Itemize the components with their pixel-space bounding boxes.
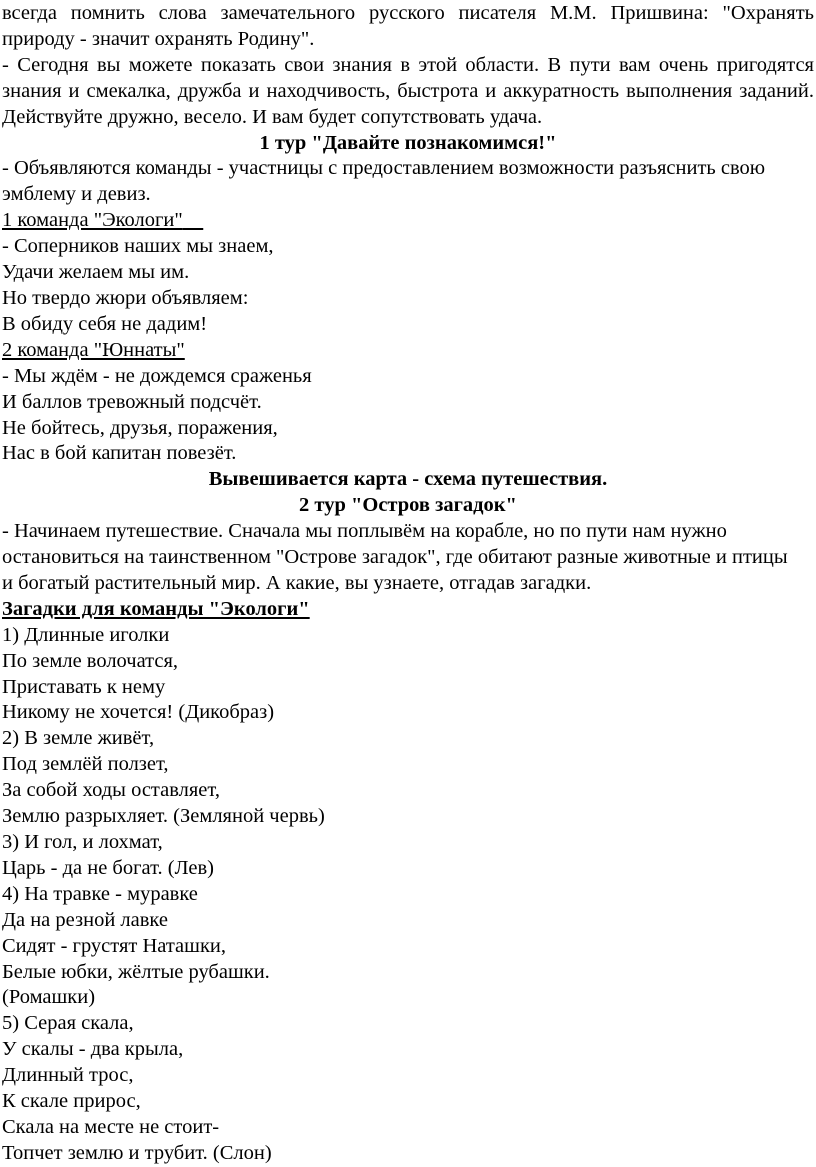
riddle-line: Под землёй ползет,	[2, 753, 169, 776]
team2-motto-line: Нас в бой капитан повезёт.	[2, 442, 237, 465]
team1-heading: 1 команда "Экологи"	[2, 209, 183, 232]
riddle-line: У скалы - два крыла,	[2, 1038, 184, 1061]
riddle-line: Скала на месте не стоит-	[2, 1115, 220, 1138]
tour1-description: - Объявляются команды - участницы с предоставлением возможности разъяснить свою эмблему и девиз.	[2, 157, 766, 206]
riddle-line: Приставать к нему	[2, 675, 166, 698]
riddle-line: По земле волочатся,	[2, 649, 179, 672]
riddle-line: Никому не хочется! (Дикобраз)	[2, 701, 275, 724]
team2-motto-line: - Мы ждём - не дождемся сраженья	[2, 364, 312, 387]
team1-motto-line: В обиду себя не дадим!	[2, 312, 208, 335]
tour2-description: - Начинаем путешествие. Сначала мы поплывём на корабле, но по пути нам нужно остановиться на таинственном "Острове загадок", где обитают разные животные и птицы и богатый растительный мир. А какие, вы узнаете, отгадав загадки.	[2, 520, 788, 594]
team2-heading: 2 команда "Юннаты"	[2, 338, 185, 361]
riddle-line: Белые юбки, жёлтые рубашки.	[2, 960, 270, 983]
team1-motto-line: - Соперников наших мы знаем,	[2, 235, 274, 258]
intro-paragraph-2: - Сегодня вы можете показать свои знания в этой области. В пути вам очень пригодятся знания и смекалка, дружба и находчивость, быстрота и аккуратность выполнения заданий. Действуйте дружно, весело. И вам будет сопутствовать удача.	[2, 53, 814, 128]
riddle-line: 2) В земле живёт,	[2, 727, 155, 750]
tour2-title: 2 тур "Остров загадок"	[299, 494, 517, 517]
riddle-line: За собой ходы оставляет,	[2, 779, 220, 802]
riddle-line: Длинный трос,	[2, 1064, 134, 1087]
riddle-line: К скале прирос,	[2, 1090, 141, 1113]
riddle-line: Царь - да не богат. (Лев)	[2, 856, 214, 879]
riddle-line: 1) Длинные иголки	[2, 623, 170, 646]
tour1-title: 1 тур "Давайте познакомимся!"	[259, 131, 557, 154]
intro-paragraph-1: всегда помнить слова замечательного русского писателя М.М. Пришвина: "Охранять природу - значит охранять Родину".	[2, 2, 814, 50]
riddles-heading: Загадки для команды "Экологи"	[2, 597, 310, 620]
team1-motto-line: Удачи желаем мы им.	[2, 261, 190, 284]
riddle-line: Землю разрыхляет. (Земляной червь)	[2, 805, 325, 828]
team2-motto-line: Не бойтесь, друзья, поражения,	[2, 416, 278, 439]
riddle-line: 3) И гол, и лохмат,	[2, 831, 163, 853]
riddles-list	[2, 623, 814, 1167]
team1-motto	[2, 234, 814, 338]
riddle-line: (Ромашки)	[2, 986, 96, 1009]
riddle-line: Топчет землю и трубит. (Слон)	[2, 1141, 272, 1164]
team2-motto	[2, 364, 814, 468]
riddle-line: 5) Серая скала,	[2, 1012, 134, 1035]
team2-motto-line: И баллов тревожный подсчёт.	[2, 390, 262, 413]
riddle-line: Сидят - грустят Наташки,	[2, 934, 226, 957]
riddle-line: Да на резной лавке	[2, 908, 168, 931]
team1-motto-line: Но твердо жюри объявляем:	[2, 286, 249, 309]
riddle-line: 4) На травке - муравке	[2, 882, 198, 905]
map-note: Вывешивается карта - схема путешествия.	[208, 468, 608, 491]
